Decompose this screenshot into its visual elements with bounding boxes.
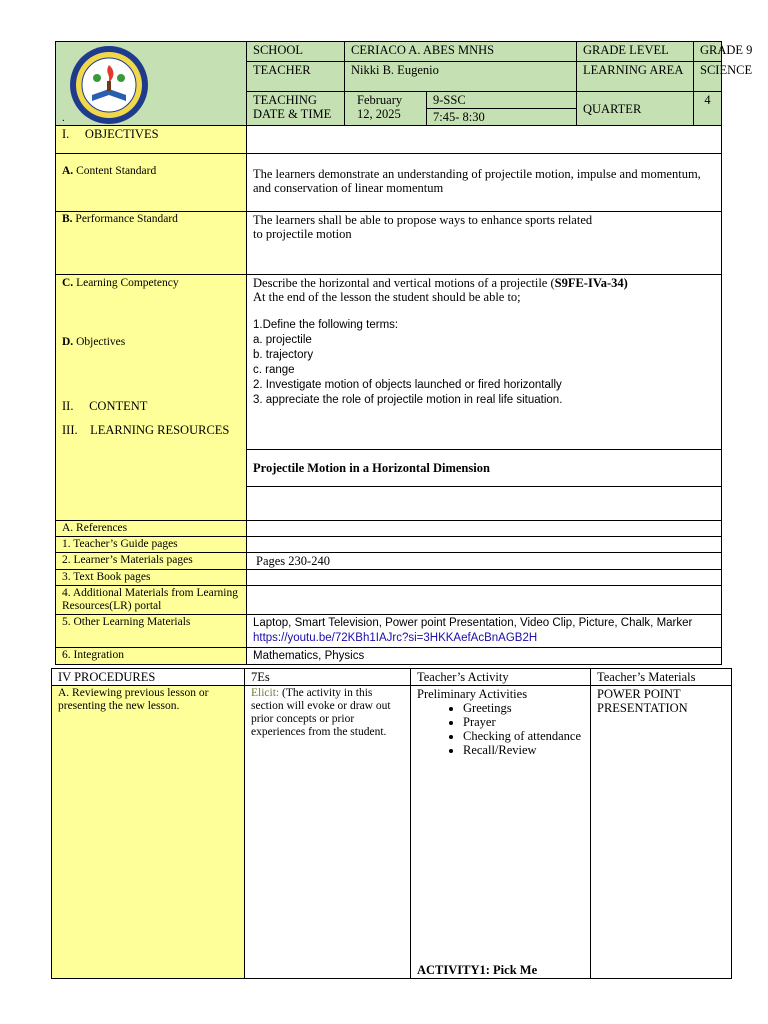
objective-item: 1.Define the following terms: xyxy=(253,319,399,331)
school-value: CERIACO A. ABES MNHS xyxy=(345,42,577,62)
teachers-materials-col-header: Teacher’s Materials xyxy=(591,669,732,686)
time-value: 7:45- 8:30 xyxy=(427,109,577,126)
lesson-plan-table xyxy=(55,41,753,665)
lr-portal-value xyxy=(247,586,722,615)
procedure-row-label: A. Reviewing previous lesson or presenting the new lesson. xyxy=(52,686,245,979)
grade-level-label: GRADE LEVEL xyxy=(577,42,694,62)
teaching-date-value: February 12, 2025 xyxy=(345,92,427,126)
procedures-col-header: IV PROCEDURES xyxy=(52,669,245,686)
list-item: • Checking of attendance xyxy=(463,729,584,743)
list-item: • Greetings xyxy=(463,701,584,715)
activity-footer: ACTIVITY1: Pick Me xyxy=(417,963,538,977)
references-label: A. References xyxy=(56,521,247,537)
learning-resources-heading: III. LEARNING RESOURCES xyxy=(62,423,230,437)
school-label: SCHOOL xyxy=(247,42,345,62)
grade-level-value: GRADE 9 xyxy=(694,42,722,62)
objectives-blank xyxy=(247,126,722,154)
objective-item: c. range xyxy=(253,364,295,376)
teacher-label: TEACHER xyxy=(247,62,345,92)
preliminary-activities-heading: Preliminary Activities xyxy=(417,687,528,701)
teachers-guide-value xyxy=(247,537,722,553)
list-item: • Recall/Review xyxy=(463,743,584,757)
learning-area-value: SCIENCE xyxy=(694,62,722,92)
activity-list xyxy=(417,701,584,757)
quarter-value: 4 xyxy=(694,92,722,126)
procedures-table xyxy=(51,668,732,979)
objectives-heading: I. OBJECTIVES xyxy=(56,126,247,154)
section-value: 9-SSC xyxy=(427,92,577,109)
content-blank xyxy=(247,487,722,521)
video-link[interactable]: https://youtu.be/72KBh1IAJrc?si=3HKKAefAcBnAGB2H xyxy=(253,632,538,644)
objectives-label: D. Objectives xyxy=(62,336,126,348)
competency-objectives-labels xyxy=(56,275,247,521)
teachers-materials-cell: POWER POINT PRESENTATION xyxy=(591,686,732,979)
7es-col-header: 7Es xyxy=(245,669,411,686)
content-standard-label: A. Content Standard xyxy=(56,154,247,212)
teacher-value: Nikki B. Eugenio xyxy=(345,62,577,92)
teachers-guide-label: 1. Teacher’s Guide pages xyxy=(56,537,247,553)
objective-item: b. trajectory xyxy=(253,349,314,361)
list-item: • Prayer xyxy=(463,715,584,729)
content-heading: II. CONTENT xyxy=(62,399,148,413)
competency-objectives-text: Describe the horizontal and vertical motions of a projectile (S9FE-IVa-34) At the end of the lesson the student should be able to; 1.Define the following terms: a. projectile b. trajectory c. range 2. Investigate motion of objects launched or fired horizontally 3. appreciate the role of projectile motion in real life situation. xyxy=(247,275,722,450)
integration-value: Mathematics, Physics xyxy=(247,648,722,665)
quarter-label: QUARTER xyxy=(577,92,694,126)
content-text: Projectile Motion in a Horizontal Dimension xyxy=(247,450,722,487)
teachers-activity-col-header: Teacher’s Activity xyxy=(411,669,591,686)
school-logo-cell xyxy=(56,42,247,126)
learning-area-label: LEARNING AREA xyxy=(577,62,694,92)
competency-label: C. Learning Competency xyxy=(62,277,179,289)
objective-item: 3. appreciate the role of projectile motion in real life situation. xyxy=(253,394,563,406)
learners-materials-label: 2. Learner’s Materials pages xyxy=(56,553,247,570)
elicit-cell: Elicit: (The activity in this section will evoke or draw out prior concepts or prior experiences from the student. xyxy=(245,686,411,979)
performance-standard-label: B. Performance Standard xyxy=(56,212,247,275)
other-materials-label: 5. Other Learning Materials xyxy=(56,615,247,648)
references-value xyxy=(247,521,722,537)
content-standard-text: The learners demonstrate an understanding of projectile motion, impulse and momentum, and conservation of linear momentum xyxy=(247,154,722,212)
objective-list xyxy=(253,318,715,408)
other-materials-value: Laptop, Smart Television, Power point Presentation, Video Clip, Picture, Chalk, Marker https://youtu.be/72KBh1IAJrc?si=3HKKAefAcBnAGB2H xyxy=(247,615,722,648)
teaching-datetime-label: TEACHING DATE & TIME xyxy=(247,92,345,126)
logo-dot: . xyxy=(62,112,65,124)
teachers-activity-cell xyxy=(411,686,591,979)
objective-item: 2. Investigate motion of objects launched or fired horizontally xyxy=(253,379,562,391)
textbook-pages-label: 3. Text Book pages xyxy=(56,570,247,586)
learners-materials-value: Pages 230-240 xyxy=(247,553,722,570)
lr-portal-label: 4. Additional Materials from Learning Resources(LR) portal xyxy=(56,586,247,615)
integration-label: 6. Integration xyxy=(56,648,247,665)
textbook-pages-value xyxy=(247,570,722,586)
performance-standard-text: The learners shall be able to propose ways to enhance sports related to projectile motion xyxy=(247,212,722,275)
school-seal-icon xyxy=(64,45,154,125)
objective-item: a. projectile xyxy=(253,334,312,346)
